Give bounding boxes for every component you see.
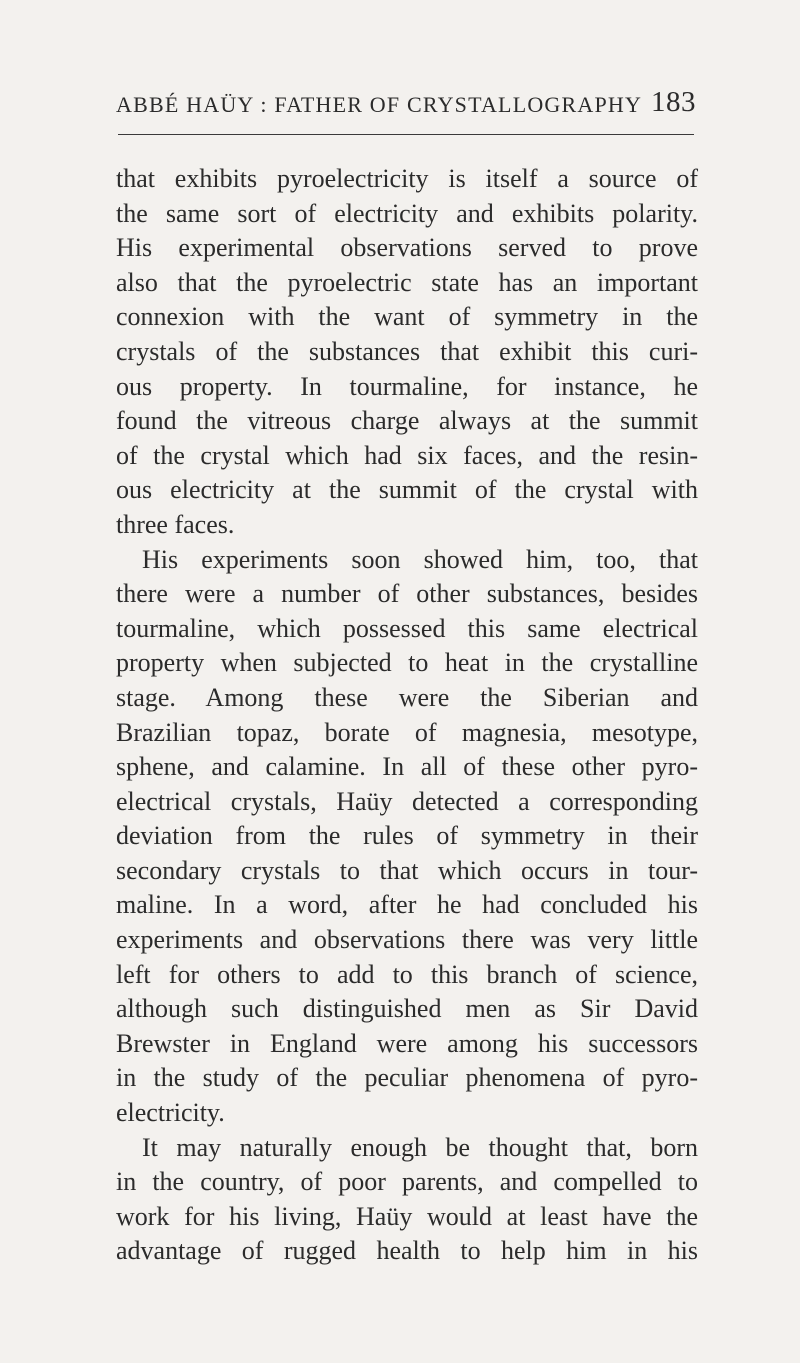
- text-line: It may naturally enough be thought that, born: [142, 1132, 698, 1162]
- text-line: property when subjected to heat in the crystalline: [116, 648, 698, 678]
- text-line: left for others to add to this branch of science,: [116, 959, 698, 989]
- text-line: advantage of rugged health to help him in his: [116, 1236, 698, 1266]
- text-line: there were a number of other substances, besides: [116, 579, 698, 609]
- text-line: that exhibits pyroelectricity is itself a source of: [116, 164, 698, 193]
- text-line: maline. In a word, after he had concluded his: [116, 890, 698, 920]
- text-line: ous property. In tourmaline, for instance, he: [116, 371, 698, 401]
- text-line: deviation from the rules of symmetry in their: [116, 821, 698, 851]
- page-number: 183: [651, 86, 696, 118]
- text-line: in the country, of poor parents, and compelled to: [116, 1167, 698, 1197]
- text-line: of the crystal which had six faces, and the resin-: [116, 440, 698, 470]
- running-title: ABBÉ HAÜY : FATHER OF CRYSTALLOGRAPHY: [116, 92, 643, 117]
- text-line: His experimental observations served to prove: [116, 233, 698, 263]
- text-line: in the study of the peculiar phenomena of pyro-: [116, 1063, 698, 1093]
- text-line: although such distinguished men as Sir David: [116, 994, 698, 1024]
- text-line: found the vitreous charge always at the summit: [116, 406, 698, 436]
- text-line: connexion with the want of symmetry in the: [116, 302, 698, 332]
- text-line: stage. Among these were the Siberian and: [116, 682, 698, 712]
- text-line: electrical crystals, Haüy detected a corresponding: [116, 786, 698, 816]
- text-line: ous electricity at the summit of the crystal with: [116, 475, 698, 505]
- text-line: experiments and observations there was very little: [116, 925, 698, 955]
- text-line: also that the pyroelectric state has an important: [116, 267, 698, 297]
- text-line: sphene, and calamine. In all of these other pyro-: [116, 752, 698, 782]
- text-line: secondary crystals to that which occurs in tour-: [116, 855, 698, 885]
- text-line: crystals of the substances that exhibit this curi-: [116, 336, 698, 366]
- text-line: Brazilian topaz, borate of magnesia, mesotype,: [116, 717, 698, 747]
- text-line: His experiments soon showed him, too, that: [142, 544, 698, 574]
- body-text: [116, 162, 698, 1269]
- text-line: Brewster in England were among his successors: [116, 1028, 698, 1058]
- text-line: three faces.: [116, 509, 235, 539]
- text-line: electricity.: [116, 1098, 225, 1128]
- header-rule: [118, 134, 694, 135]
- text-line: tourmaline, which possessed this same electrical: [116, 613, 698, 643]
- running-head: [116, 84, 696, 124]
- text-line: work for his living, Haüy would at least have the: [116, 1201, 698, 1231]
- text-line: the same sort of electricity and exhibits polarity.: [116, 198, 698, 228]
